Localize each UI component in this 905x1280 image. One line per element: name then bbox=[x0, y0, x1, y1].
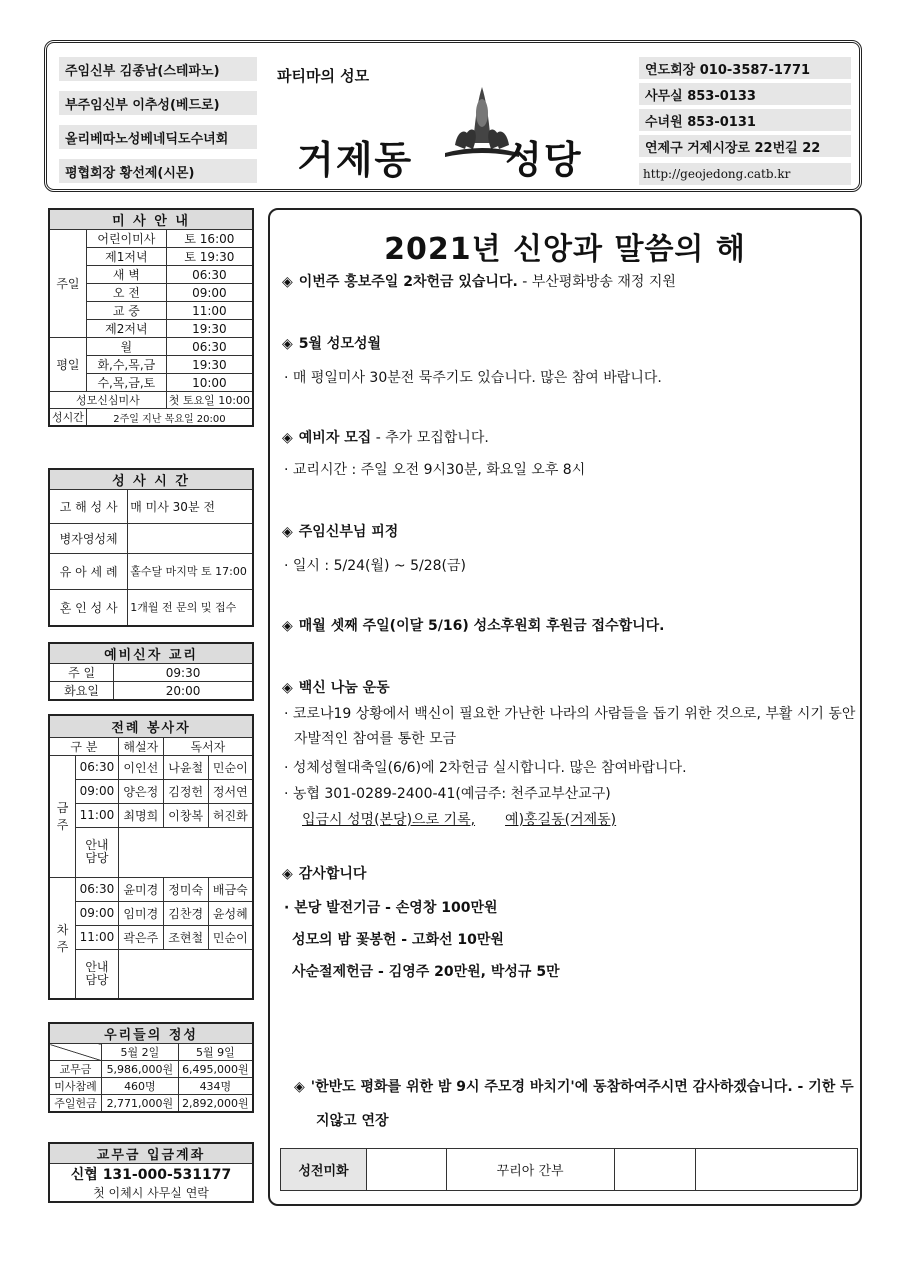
notice-thanks-2: 성모의 밤 꽃봉헌 - 고화선 10만원 bbox=[292, 932, 504, 948]
notice-vaccine-detail-1: · 코로나19 상황에서 백신이 필요한 가난한 나라의 사람들을 돕기 위한 것으로, 부활 시기 동안 자발적인 참여를 통한 모금 bbox=[284, 706, 856, 747]
bullet-icon: · bbox=[284, 558, 289, 574]
notice-thanks: ◈ 감사합니다 bbox=[282, 866, 367, 882]
table-row bbox=[49, 803, 253, 827]
class-day: 주 일 bbox=[49, 664, 114, 682]
mass-time: 06:30 bbox=[166, 338, 253, 356]
diamond-icon: ◈ bbox=[282, 866, 293, 882]
server-reader: 나윤철 bbox=[163, 755, 208, 779]
table-row bbox=[49, 779, 253, 803]
diamond-icon: ◈ bbox=[282, 274, 293, 290]
class-time: 20:00 bbox=[114, 682, 253, 701]
bullet-icon: · bbox=[284, 760, 289, 776]
offering-date: 5월 9일 bbox=[178, 1044, 253, 1061]
table-row bbox=[49, 1078, 253, 1095]
liturgy-servers-table bbox=[48, 714, 254, 1000]
guide-label: 안내 담당 bbox=[76, 949, 119, 999]
sacrament-name: 혼 인 성 사 bbox=[49, 590, 128, 626]
guide-label: 안내 담당 bbox=[76, 827, 119, 877]
notice-vaccine-detail-2: · 성체성혈대축일(6/6)에 2차헌금 실시합니다. 많은 참여바랍니다. bbox=[284, 760, 687, 776]
server-commentator: 양은정 bbox=[118, 779, 163, 803]
server-reader: 김정헌 bbox=[163, 779, 208, 803]
parish-subtitle: 파티마의 성모 bbox=[277, 67, 370, 85]
mass-name: 수,목,금,토 bbox=[86, 374, 166, 392]
mass-time: 10:00 bbox=[166, 374, 253, 392]
col-group: 구 분 bbox=[49, 737, 118, 755]
account-number: 신협 131-000-531177 bbox=[49, 1164, 253, 1185]
table-row bbox=[49, 682, 253, 701]
server-commentator: 곽은주 bbox=[118, 925, 163, 949]
table-row bbox=[49, 755, 253, 779]
notice-thanks-1: · 본당 발전기금 - 손영창 100만원 bbox=[284, 900, 498, 916]
offering-value: 6,495,000원 bbox=[178, 1061, 253, 1078]
server-reader: 배금숙 bbox=[208, 877, 253, 901]
offering-value: 5,986,000원 bbox=[102, 1061, 179, 1078]
church-name-left: 거제동 bbox=[297, 138, 414, 182]
church-name bbox=[297, 129, 583, 184]
sacrament-name: 고 해 성 사 bbox=[49, 490, 128, 524]
server-reader: 민순이 bbox=[208, 755, 253, 779]
offerings-table bbox=[48, 1022, 254, 1113]
sisters-label: 올리베따노성베네딕도수녀회 bbox=[59, 125, 257, 149]
table-row bbox=[49, 524, 253, 554]
server-commentator: 윤미경 bbox=[118, 877, 163, 901]
table-row bbox=[49, 827, 253, 877]
server-time: 06:30 bbox=[76, 877, 119, 901]
bullet-icon: · bbox=[284, 370, 289, 386]
bullet-icon: · bbox=[284, 706, 289, 722]
mass-name: 성시간 bbox=[49, 409, 86, 427]
pastor-label: 주임신부 김종남(스테파노) bbox=[59, 57, 257, 81]
server-reader: 정서연 bbox=[208, 779, 253, 803]
table-row bbox=[281, 1149, 858, 1191]
mass-time: 06:30 bbox=[166, 266, 253, 284]
offering-value: 2,892,000원 bbox=[178, 1095, 253, 1113]
year-theme-title: 2021년 신앙과 말씀의 해 bbox=[384, 232, 746, 267]
notice-vaccine: ◈ 백신 나눔 운동 bbox=[282, 680, 390, 696]
mass-time: 11:00 bbox=[166, 302, 253, 320]
notice-may-detail: · 매 평일미사 30분전 묵주기도 있습니다. 많은 참여 바랍니다. bbox=[284, 370, 662, 386]
server-time: 06:30 bbox=[76, 755, 119, 779]
website-link[interactable]: http://geojedong.catb.kr bbox=[639, 163, 851, 185]
notice-thanks-3: 사순절제헌금 - 김영주 20만원, 박성규 5만 bbox=[292, 964, 560, 980]
server-commentator: 최명희 bbox=[118, 803, 163, 827]
servers-title: 전례 봉사자 bbox=[49, 715, 253, 737]
table-row bbox=[49, 409, 253, 427]
table-row bbox=[49, 590, 253, 626]
mass-name: 제2저녁 bbox=[86, 320, 166, 338]
mass-name: 제1저녁 bbox=[86, 248, 166, 266]
catechumen-table bbox=[48, 642, 254, 701]
mass-name: 어린이미사 bbox=[86, 230, 166, 248]
mass-schedule-table bbox=[48, 208, 254, 427]
mass-time: 19:30 bbox=[166, 356, 253, 374]
notice-catechumen-detail: · 교리시간 : 주일 오전 9시30분, 화요일 오후 8시 bbox=[284, 462, 586, 478]
offering-value: 2,771,000원 bbox=[102, 1095, 179, 1113]
server-time: 11:00 bbox=[76, 925, 119, 949]
flower-duty-label: 성전미화 bbox=[281, 1149, 367, 1191]
sacrament-time bbox=[128, 524, 253, 554]
diamond-icon: ◈ bbox=[294, 1079, 305, 1095]
header bbox=[44, 40, 862, 192]
table-row bbox=[49, 554, 253, 590]
sacrament-time: 홀수달 마지막 토 17:00 bbox=[128, 554, 253, 590]
funeral-contact: 연도회장 010-3587-1771 bbox=[639, 57, 851, 79]
table-row bbox=[49, 1095, 253, 1113]
offering-name: 교무금 bbox=[49, 1061, 102, 1078]
flower-duty-table bbox=[280, 1148, 858, 1191]
sunday-label: 주일 bbox=[49, 230, 86, 338]
sacrament-name: 유 아 세 례 bbox=[49, 554, 128, 590]
notice-vaccine-instruction: 입금시 성명(본당)으로 기록, 예)홍길동(거제동) bbox=[302, 812, 617, 828]
notice-retreat-detail: · 일시 : 5/24(월) ~ 5/28(금) bbox=[284, 558, 466, 574]
mass-time: 첫 토요일 10:00 bbox=[166, 392, 253, 409]
server-time: 09:00 bbox=[76, 779, 119, 803]
table-row bbox=[49, 737, 253, 755]
address: 연제구 거제시장로 22번길 22 bbox=[639, 135, 851, 157]
sacrament-time: 매 미사 30분 전 bbox=[128, 490, 253, 524]
server-reader: 이창복 bbox=[163, 803, 208, 827]
offering-value: 460명 bbox=[102, 1078, 179, 1095]
this-week-label: 금주 bbox=[49, 755, 76, 877]
table-row bbox=[49, 230, 253, 248]
table-row bbox=[49, 925, 253, 949]
mass-name: 월 bbox=[86, 338, 166, 356]
notice-vaccine-account: · 농협 301-0289-2400-41(예금주: 천주교부산교구) bbox=[284, 786, 611, 802]
class-time: 09:30 bbox=[114, 664, 253, 682]
diamond-icon: ◈ bbox=[282, 618, 293, 634]
offering-date: 5월 2일 bbox=[102, 1044, 179, 1061]
bullet-icon: · bbox=[284, 786, 289, 802]
mass-time: 토 16:00 bbox=[166, 230, 253, 248]
bullet-icon: · bbox=[284, 900, 290, 916]
diamond-icon: ◈ bbox=[282, 430, 293, 446]
notice-board bbox=[268, 208, 862, 1206]
account-title: 교무금 입금계좌 bbox=[49, 1143, 253, 1164]
server-reader: 조현철 bbox=[163, 925, 208, 949]
mass-name: 성모신심미사 bbox=[49, 392, 166, 409]
notice-peace-prayer: ◈ '한반도 평화를 위한 밤 9시 주모경 바치기'에 동참하여주시면 감사하겠습니다. - 기한 두지않고 연장 bbox=[294, 1079, 854, 1129]
account-note: 첫 이체시 사무실 연락 bbox=[49, 1184, 253, 1202]
flower-duty-group: 꾸리아 간부 bbox=[446, 1149, 614, 1191]
sacraments-title: 성 사 시 간 bbox=[49, 469, 253, 490]
mass-time: 09:00 bbox=[166, 284, 253, 302]
account-table bbox=[48, 1142, 254, 1203]
mass-name: 화,수,목,금 bbox=[86, 356, 166, 374]
diamond-icon: ◈ bbox=[282, 680, 293, 696]
table-row bbox=[49, 877, 253, 901]
notice-vocation: ◈ 매월 셋째 주일(이달 5/16) 성소후원회 후원금 접수합니다. bbox=[282, 618, 665, 634]
table-row bbox=[49, 664, 253, 682]
offering-name: 미사참례 bbox=[49, 1078, 102, 1095]
mass-schedule-title: 미 사 안 내 bbox=[49, 209, 253, 230]
mass-time: 2주일 지난 목요일 20:00 bbox=[86, 409, 253, 427]
table-row bbox=[49, 901, 253, 925]
offerings-title: 우리들의 정성 bbox=[49, 1023, 253, 1044]
notice-promotion: ◈ 이번주 홍보주일 2차헌금 있습니다. - 부산평화방송 재정 지원 bbox=[282, 274, 676, 290]
table-row bbox=[49, 1044, 253, 1061]
col-reader: 독서자 bbox=[163, 737, 253, 755]
weekday-label: 평일 bbox=[49, 338, 86, 392]
server-reader: 민순이 bbox=[208, 925, 253, 949]
sacrament-name: 병자영성체 bbox=[49, 524, 128, 554]
server-reader: 윤성혜 bbox=[208, 901, 253, 925]
sacrament-time: 1개월 전 문의 및 접수 bbox=[128, 590, 253, 626]
council-president-label: 평협회장 황선제(시몬) bbox=[59, 159, 257, 183]
table-row bbox=[49, 1061, 253, 1078]
table-row bbox=[49, 949, 253, 999]
catechumen-title: 예비신자 교리 bbox=[49, 643, 253, 664]
mass-name: 새 벽 bbox=[86, 266, 166, 284]
notice-retreat: ◈ 주임신부님 피정 bbox=[282, 524, 399, 540]
bullet-icon: · bbox=[284, 462, 289, 478]
server-commentator: 임미경 bbox=[118, 901, 163, 925]
server-reader: 김찬경 bbox=[163, 901, 208, 925]
diamond-icon: ◈ bbox=[282, 336, 293, 352]
server-reader: 정미숙 bbox=[163, 877, 208, 901]
mass-name: 교 중 bbox=[86, 302, 166, 320]
server-commentator: 이인선 bbox=[118, 755, 163, 779]
mass-time: 토 19:30 bbox=[166, 248, 253, 266]
sacraments-table bbox=[48, 468, 254, 627]
offering-name: 주일헌금 bbox=[49, 1095, 102, 1113]
table-row bbox=[49, 490, 253, 524]
mass-time: 19:30 bbox=[166, 320, 253, 338]
table-row bbox=[49, 338, 253, 356]
convent-phone: 수녀원 853-0131 bbox=[639, 109, 851, 131]
office-phone: 사무실 853-0133 bbox=[639, 83, 851, 105]
class-day: 화요일 bbox=[49, 682, 114, 701]
server-time: 09:00 bbox=[76, 901, 119, 925]
notice-catechumen: ◈ 예비자 모집 - 추가 모집합니다. bbox=[282, 430, 489, 446]
assistant-pastor-label: 부주임신부 이추성(베드로) bbox=[59, 91, 257, 115]
church-name-right: 성당 bbox=[505, 138, 583, 182]
mass-name: 오 전 bbox=[86, 284, 166, 302]
notice-may: ◈ 5월 성모성월 bbox=[282, 336, 382, 352]
col-commentator: 해설자 bbox=[118, 737, 163, 755]
table-row bbox=[49, 392, 253, 409]
next-week-label: 차주 bbox=[49, 877, 76, 999]
offering-value: 434명 bbox=[178, 1078, 253, 1095]
diamond-icon: ◈ bbox=[282, 524, 293, 540]
server-time: 11:00 bbox=[76, 803, 119, 827]
server-reader: 허진화 bbox=[208, 803, 253, 827]
